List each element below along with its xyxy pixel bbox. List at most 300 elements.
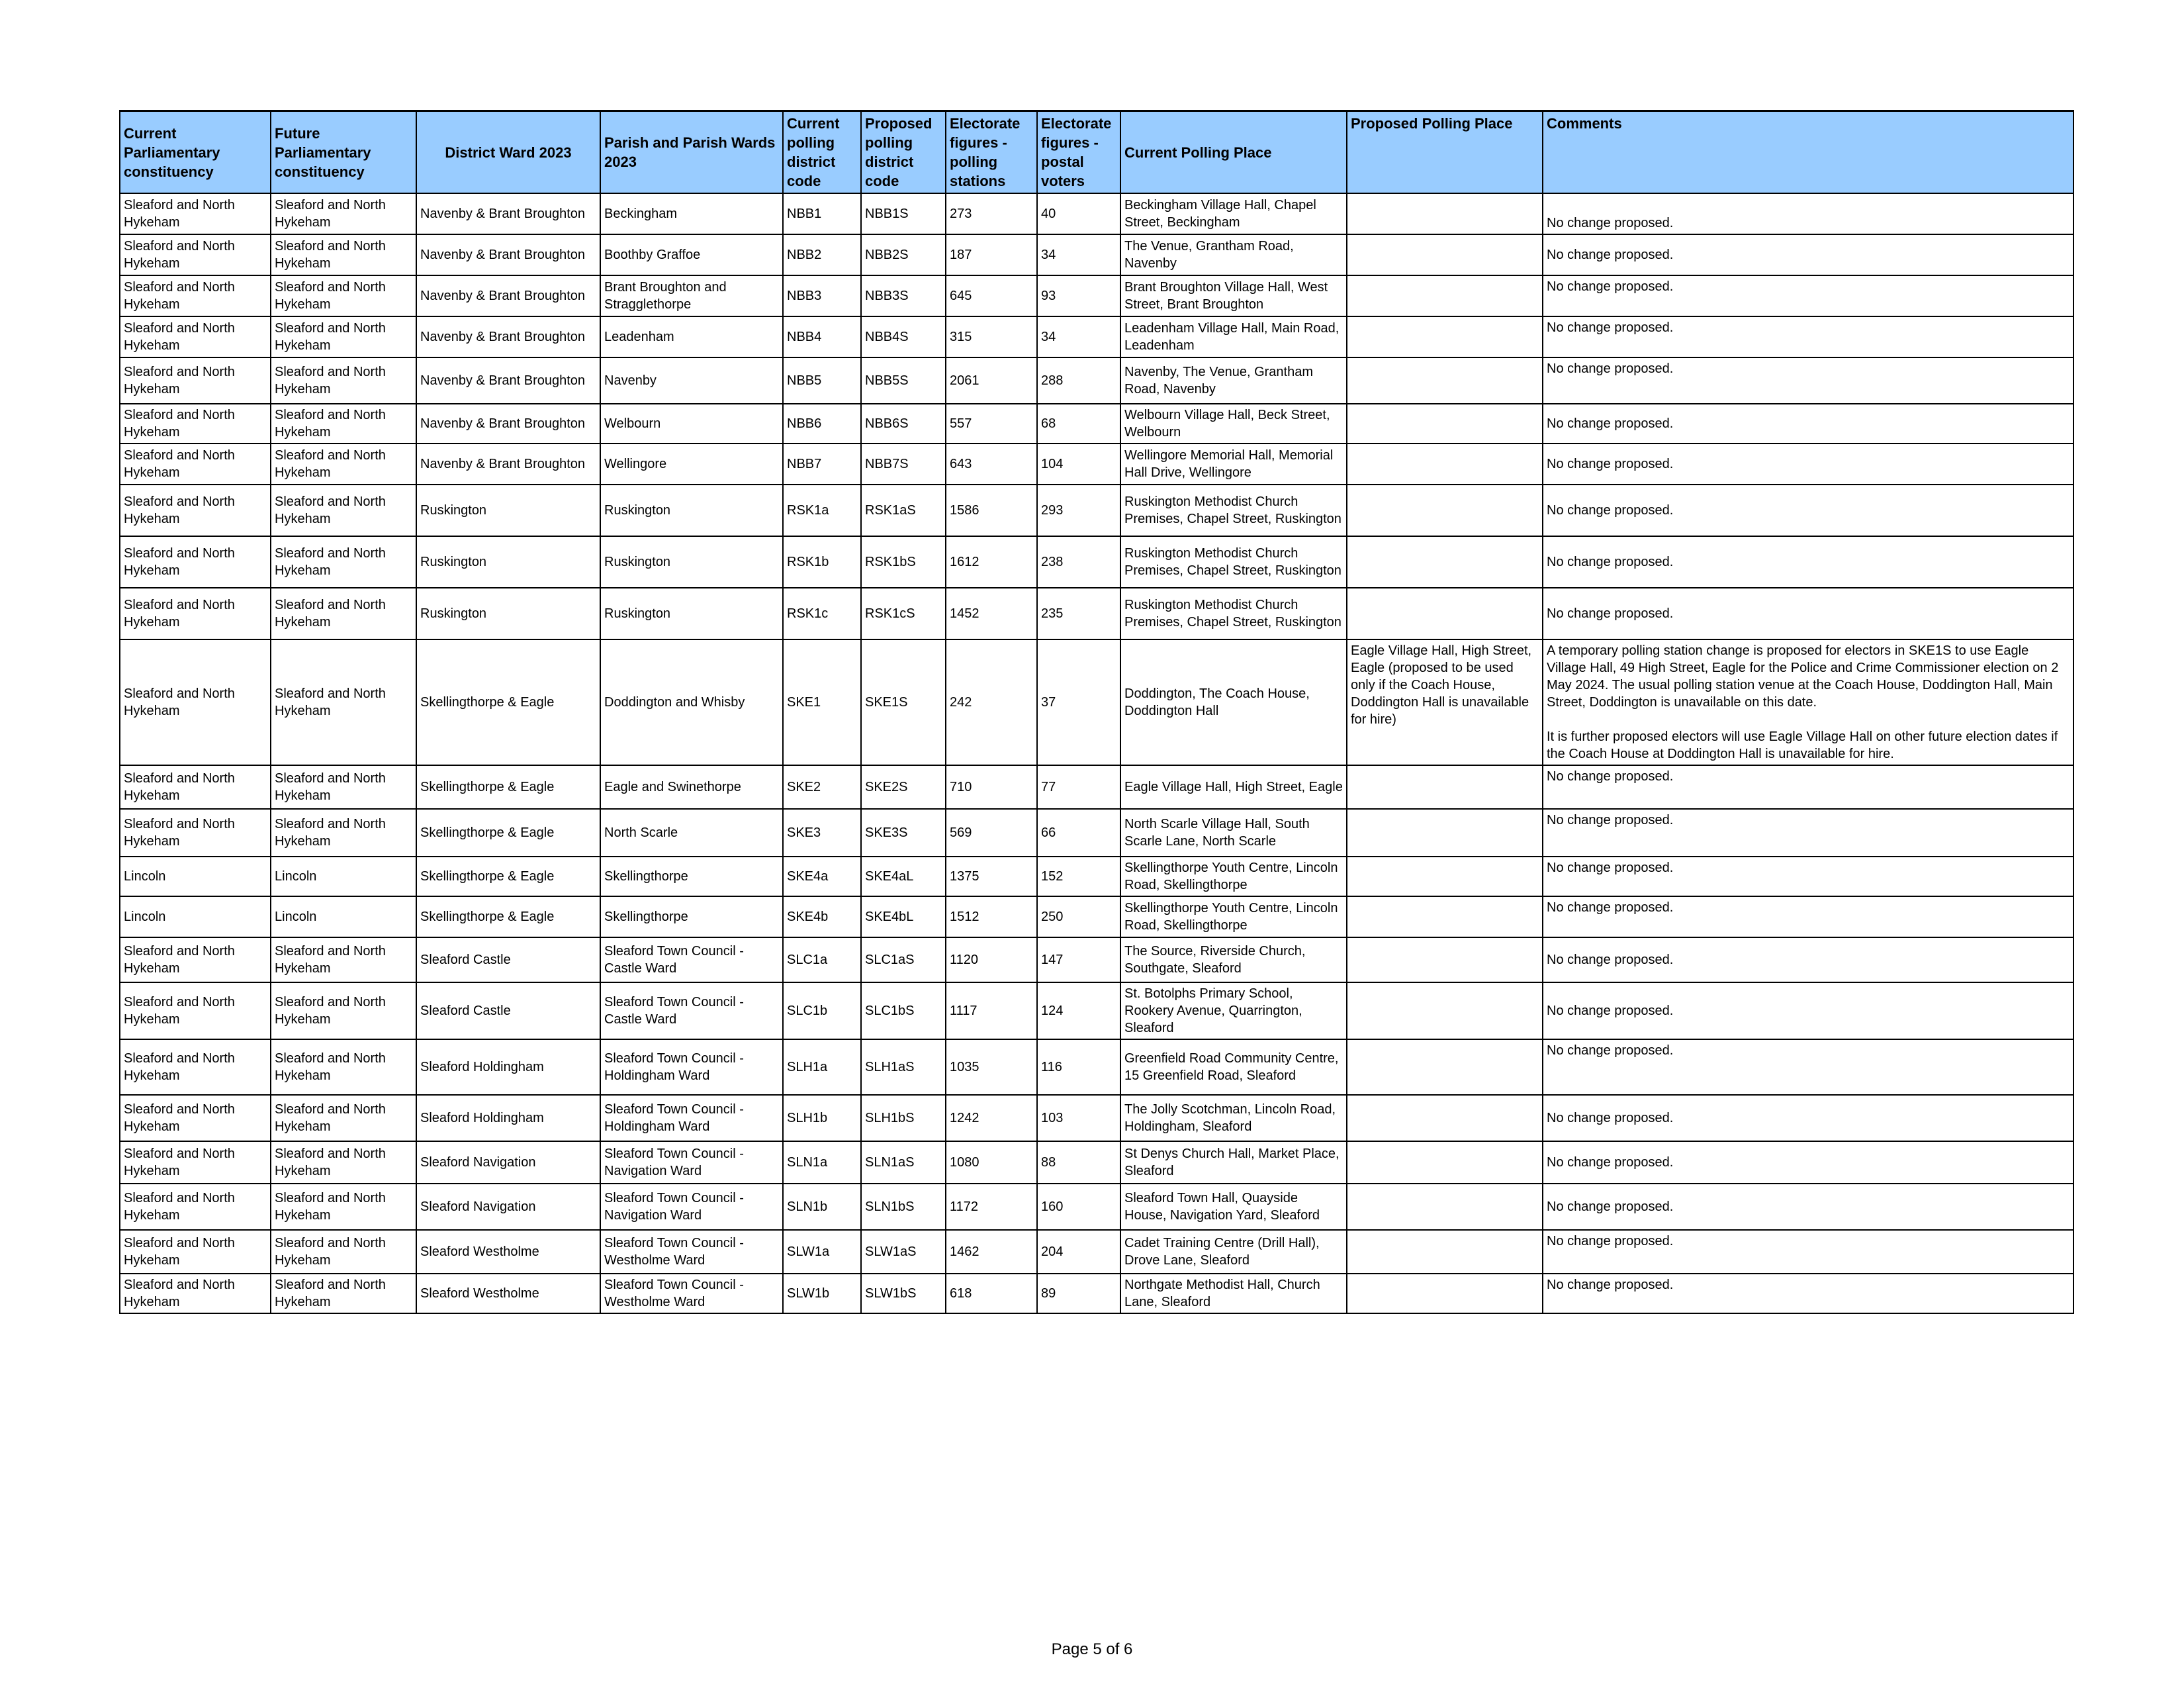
cell-parish: Beckingham — [600, 193, 783, 234]
cell-proposed-polling-place — [1347, 234, 1543, 275]
cell-parish: Sleaford Town Council - Westholme Ward — [600, 1230, 783, 1274]
cell-proposed-polling-place — [1347, 1141, 1543, 1184]
table-row — [120, 1095, 2073, 1141]
cell-future-constituency: Sleaford and North Hykeham — [271, 639, 416, 765]
cell-current-polling-place: Ruskington Methodist Church Premises, Chapel Street, Ruskington — [1120, 588, 1347, 639]
cell-parish: Ruskington — [600, 588, 783, 639]
cell-electorate-stations: 569 — [946, 809, 1037, 857]
cell-current-constituency: Lincoln — [120, 896, 271, 937]
cell-current-polling-place: Leadenham Village Hall, Main Road, Leadenham — [1120, 316, 1347, 357]
cell-district-ward: Navenby & Brant Broughton — [416, 234, 600, 275]
cell-proposed-code: SLC1bS — [861, 982, 946, 1039]
cell-district-ward: Sleaford Westholme — [416, 1274, 600, 1313]
cell-current-code: SKE4b — [783, 896, 861, 937]
cell-proposed-polling-place — [1347, 982, 1543, 1039]
cell-proposed-code: NBB7S — [861, 444, 946, 485]
cell-electorate-postal: 235 — [1037, 588, 1120, 639]
cell-current-polling-place: The Venue, Grantham Road, Navenby — [1120, 234, 1347, 275]
cell-parish: Brant Broughton and Stragglethorpe — [600, 275, 783, 316]
cell-current-constituency: Sleaford and North Hykeham — [120, 275, 271, 316]
table-row — [120, 234, 2073, 275]
cell-district-ward: Navenby & Brant Broughton — [416, 275, 600, 316]
cell-proposed-code: NBB3S — [861, 275, 946, 316]
cell-proposed-code: SLW1bS — [861, 1274, 946, 1313]
cell-current-code: NBB2 — [783, 234, 861, 275]
comment-text: A temporary polling station change is proposed for electors in SKE1S to use Eagle Village Hall, 49 High Street, Eagle for the Police and Crime Commissioner election on 2 May 2024. The usual polling station venue at the Coach House, Doddington Hall, Main Street, Doddington is unavailable on this date. — [1547, 643, 2059, 710]
cell-district-ward: Sleaford Castle — [416, 937, 600, 982]
cell-current-code: SLW1a — [783, 1230, 861, 1274]
comment-text-continued: It is further proposed electors will use Eagle Village Hall on other future election dates if the Coach House at Doddington Hall is unavailable for hire. — [1547, 729, 2058, 761]
cell-comments — [1543, 404, 2073, 444]
table-row — [120, 765, 2073, 809]
cell-current-constituency: Sleaford and North Hykeham — [120, 234, 271, 275]
header-current-code: Current polling district code — [783, 111, 861, 194]
cell-comments — [1543, 1141, 2073, 1184]
cell-current-constituency: Lincoln — [120, 857, 271, 896]
cell-comments — [1543, 275, 2073, 316]
table-row — [120, 1230, 2073, 1274]
polling-districts-table — [119, 110, 2074, 1314]
table-row — [120, 809, 2073, 857]
cell-electorate-postal: 293 — [1037, 485, 1120, 536]
cell-district-ward: Ruskington — [416, 588, 600, 639]
cell-comments — [1543, 536, 2073, 588]
cell-electorate-stations: 1172 — [946, 1184, 1037, 1230]
cell-electorate-postal: 88 — [1037, 1141, 1120, 1184]
cell-current-polling-place: St. Botolphs Primary School, Rookery Avenue, Quarrington, Sleaford — [1120, 982, 1347, 1039]
cell-district-ward: Skellingthorpe & Eagle — [416, 896, 600, 937]
cell-future-constituency: Lincoln — [271, 857, 416, 896]
comment-text: No change proposed. — [1547, 1234, 1674, 1248]
table-row — [120, 444, 2073, 485]
header-current-constituency: Current Parliamentary constituency — [120, 111, 271, 194]
cell-electorate-postal: 250 — [1037, 896, 1120, 937]
cell-current-code: SKE2 — [783, 765, 861, 809]
cell-proposed-code: SLC1aS — [861, 937, 946, 982]
header-electorate-stations: Electorate figures - polling stations — [946, 111, 1037, 194]
cell-current-polling-place: The Jolly Scotchman, Lincoln Road, Holdingham, Sleaford — [1120, 1095, 1347, 1141]
cell-current-code: NBB4 — [783, 316, 861, 357]
cell-district-ward: Skellingthorpe & Eagle — [416, 765, 600, 809]
cell-current-constituency: Sleaford and North Hykeham — [120, 444, 271, 485]
cell-comments — [1543, 1230, 2073, 1274]
header-future-constituency: Future Parliamentary constituency — [271, 111, 416, 194]
cell-future-constituency: Sleaford and North Hykeham — [271, 982, 416, 1039]
cell-district-ward: Sleaford Westholme — [416, 1230, 600, 1274]
cell-electorate-stations: 273 — [946, 193, 1037, 234]
cell-electorate-postal: 66 — [1037, 809, 1120, 857]
cell-electorate-postal: 93 — [1037, 275, 1120, 316]
table-row — [120, 1274, 2073, 1313]
cell-parish: Sleaford Town Council - Castle Ward — [600, 937, 783, 982]
cell-proposed-code: RSK1cS — [861, 588, 946, 639]
cell-current-polling-place: Skellingthorpe Youth Centre, Lincoln Road, Skellingthorpe — [1120, 896, 1347, 937]
table-row — [120, 485, 2073, 536]
cell-proposed-polling-place — [1347, 193, 1543, 234]
cell-parish: Sleaford Town Council - Holdingham Ward — [600, 1095, 783, 1141]
cell-proposed-code: RSK1aS — [861, 485, 946, 536]
cell-electorate-stations: 1612 — [946, 536, 1037, 588]
cell-current-constituency: Sleaford and North Hykeham — [120, 765, 271, 809]
cell-parish: Leadenham — [600, 316, 783, 357]
cell-current-constituency: Sleaford and North Hykeham — [120, 193, 271, 234]
cell-district-ward: Navenby & Brant Broughton — [416, 316, 600, 357]
cell-electorate-postal: 40 — [1037, 193, 1120, 234]
cell-electorate-stations: 242 — [946, 639, 1037, 765]
cell-proposed-code: RSK1bS — [861, 536, 946, 588]
cell-comments — [1543, 444, 2073, 485]
table-row — [120, 404, 2073, 444]
cell-electorate-postal: 77 — [1037, 765, 1120, 809]
comment-text: No change proposed. — [1547, 503, 1674, 518]
table-row — [120, 536, 2073, 588]
cell-current-constituency: Sleaford and North Hykeham — [120, 357, 271, 404]
header-district-ward: District Ward 2023 — [416, 111, 600, 194]
cell-current-polling-place: Welbourn Village Hall, Beck Street, Welbourn — [1120, 404, 1347, 444]
cell-district-ward: Skellingthorpe & Eagle — [416, 857, 600, 896]
cell-current-polling-place: Cadet Training Centre (Drill Hall), Drove Lane, Sleaford — [1120, 1230, 1347, 1274]
table-row — [120, 982, 2073, 1039]
cell-current-code: SKE3 — [783, 809, 861, 857]
comment-text: No change proposed. — [1547, 457, 1674, 471]
cell-proposed-code: SLH1aS — [861, 1039, 946, 1095]
cell-future-constituency: Sleaford and North Hykeham — [271, 1230, 416, 1274]
cell-parish: Welbourn — [600, 404, 783, 444]
cell-comments — [1543, 588, 2073, 639]
cell-current-constituency: Sleaford and North Hykeham — [120, 404, 271, 444]
cell-proposed-polling-place — [1347, 1095, 1543, 1141]
cell-comments — [1543, 234, 2073, 275]
cell-proposed-polling-place: Eagle Village Hall, High Street, Eagle (proposed to be used only if the Coach House, Doddington Hall is unavailable for hire) — [1347, 639, 1543, 765]
comment-text: No change proposed. — [1547, 769, 1674, 784]
comment-text: No change proposed. — [1547, 555, 1674, 569]
cell-district-ward: Sleaford Castle — [416, 982, 600, 1039]
cell-current-polling-place: Greenfield Road Community Centre, 15 Greenfield Road, Sleaford — [1120, 1039, 1347, 1095]
cell-future-constituency: Sleaford and North Hykeham — [271, 1095, 416, 1141]
cell-current-polling-place: The Source, Riverside Church, Southgate, Sleaford — [1120, 937, 1347, 982]
cell-future-constituency: Lincoln — [271, 896, 416, 937]
comment-text: No change proposed. — [1547, 216, 1674, 230]
cell-proposed-polling-place — [1347, 1039, 1543, 1095]
comment-text: No change proposed. — [1547, 416, 1674, 431]
cell-current-polling-place: Wellingore Memorial Hall, Memorial Hall Drive, Wellingore — [1120, 444, 1347, 485]
cell-electorate-stations: 557 — [946, 404, 1037, 444]
table-header — [120, 111, 2073, 194]
cell-future-constituency: Sleaford and North Hykeham — [271, 485, 416, 536]
table-row — [120, 639, 2073, 765]
header-comments: Comments — [1543, 111, 2073, 194]
cell-current-code: RSK1b — [783, 536, 861, 588]
table-row — [120, 1184, 2073, 1230]
cell-parish: Skellingthorpe — [600, 896, 783, 937]
cell-proposed-code: SLH1bS — [861, 1095, 946, 1141]
cell-future-constituency: Sleaford and North Hykeham — [271, 937, 416, 982]
cell-proposed-polling-place — [1347, 1274, 1543, 1313]
cell-electorate-stations: 1512 — [946, 896, 1037, 937]
cell-district-ward: Navenby & Brant Broughton — [416, 444, 600, 485]
cell-electorate-postal: 147 — [1037, 937, 1120, 982]
comment-text: No change proposed. — [1547, 361, 1674, 376]
cell-electorate-stations: 2061 — [946, 357, 1037, 404]
cell-current-polling-place: Doddington, The Coach House, Doddington Hall — [1120, 639, 1347, 765]
cell-current-constituency: Sleaford and North Hykeham — [120, 485, 271, 536]
cell-district-ward: Ruskington — [416, 485, 600, 536]
cell-comments — [1543, 896, 2073, 937]
cell-proposed-code: SKE2S — [861, 765, 946, 809]
cell-current-code: NBB7 — [783, 444, 861, 485]
cell-proposed-polling-place — [1347, 1230, 1543, 1274]
comment-text: No change proposed. — [1547, 813, 1674, 827]
cell-future-constituency: Sleaford and North Hykeham — [271, 1141, 416, 1184]
cell-current-code: NBB3 — [783, 275, 861, 316]
cell-future-constituency: Sleaford and North Hykeham — [271, 1184, 416, 1230]
cell-current-constituency: Sleaford and North Hykeham — [120, 316, 271, 357]
cell-current-constituency: Sleaford and North Hykeham — [120, 639, 271, 765]
cell-electorate-postal: 288 — [1037, 357, 1120, 404]
comment-text: No change proposed. — [1547, 248, 1674, 262]
cell-proposed-code: SKE4bL — [861, 896, 946, 937]
cell-proposed-polling-place — [1347, 357, 1543, 404]
cell-future-constituency: Sleaford and North Hykeham — [271, 275, 416, 316]
cell-proposed-code: NBB6S — [861, 404, 946, 444]
cell-proposed-polling-place — [1347, 809, 1543, 857]
comment-text: No change proposed. — [1547, 900, 1674, 915]
comment-text: No change proposed. — [1547, 606, 1674, 621]
cell-electorate-stations: 645 — [946, 275, 1037, 316]
cell-current-polling-place: Ruskington Methodist Church Premises, Chapel Street, Ruskington — [1120, 485, 1347, 536]
comment-text: No change proposed. — [1547, 861, 1674, 875]
cell-comments — [1543, 1095, 2073, 1141]
table-row — [120, 316, 2073, 357]
table-row — [120, 1039, 2073, 1095]
cell-proposed-polling-place — [1347, 588, 1543, 639]
cell-comments — [1543, 193, 2073, 234]
cell-electorate-stations: 643 — [946, 444, 1037, 485]
cell-parish: Boothby Graffoe — [600, 234, 783, 275]
cell-district-ward: Sleaford Holdingham — [416, 1039, 600, 1095]
cell-electorate-postal: 238 — [1037, 536, 1120, 588]
cell-electorate-postal: 37 — [1037, 639, 1120, 765]
cell-proposed-code: NBB5S — [861, 357, 946, 404]
cell-current-code: SLH1b — [783, 1095, 861, 1141]
cell-comments — [1543, 1039, 2073, 1095]
cell-electorate-postal: 152 — [1037, 857, 1120, 896]
cell-current-polling-place: Ruskington Methodist Church Premises, Chapel Street, Ruskington — [1120, 536, 1347, 588]
cell-proposed-code: NBB2S — [861, 234, 946, 275]
cell-electorate-stations: 1462 — [946, 1230, 1037, 1274]
cell-proposed-code: SKE4aL — [861, 857, 946, 896]
cell-current-code: SLH1a — [783, 1039, 861, 1095]
cell-electorate-postal: 89 — [1037, 1274, 1120, 1313]
cell-proposed-code: NBB4S — [861, 316, 946, 357]
cell-electorate-stations: 187 — [946, 234, 1037, 275]
comment-text: No change proposed. — [1547, 953, 1674, 967]
cell-future-constituency: Sleaford and North Hykeham — [271, 1274, 416, 1313]
cell-electorate-postal: 124 — [1037, 982, 1120, 1039]
cell-comments — [1543, 485, 2073, 536]
cell-parish: Skellingthorpe — [600, 857, 783, 896]
cell-parish: Sleaford Town Council - Holdingham Ward — [600, 1039, 783, 1095]
cell-parish: Ruskington — [600, 536, 783, 588]
cell-electorate-postal: 103 — [1037, 1095, 1120, 1141]
cell-current-code: SLC1b — [783, 982, 861, 1039]
cell-current-constituency: Sleaford and North Hykeham — [120, 1095, 271, 1141]
cell-electorate-stations: 1452 — [946, 588, 1037, 639]
cell-electorate-stations: 1242 — [946, 1095, 1037, 1141]
cell-proposed-polling-place — [1347, 275, 1543, 316]
cell-comments — [1543, 357, 2073, 404]
table-row — [120, 857, 2073, 896]
comment-text: No change proposed. — [1547, 1155, 1674, 1170]
comment-text: No change proposed. — [1547, 1111, 1674, 1125]
cell-current-code: SLN1b — [783, 1184, 861, 1230]
cell-current-polling-place: Eagle Village Hall, High Street, Eagle — [1120, 765, 1347, 809]
header-electorate-postal: Electorate figures - postal voters — [1037, 111, 1120, 194]
cell-current-code: RSK1a — [783, 485, 861, 536]
cell-comments — [1543, 982, 2073, 1039]
cell-electorate-stations: 1035 — [946, 1039, 1037, 1095]
cell-future-constituency: Sleaford and North Hykeham — [271, 357, 416, 404]
cell-electorate-postal: 34 — [1037, 234, 1120, 275]
cell-parish: Sleaford Town Council - Castle Ward — [600, 982, 783, 1039]
cell-current-constituency: Sleaford and North Hykeham — [120, 1184, 271, 1230]
cell-comments — [1543, 639, 2073, 765]
header-current-polling-place: Current Polling Place — [1120, 111, 1347, 194]
cell-proposed-code: SKE3S — [861, 809, 946, 857]
cell-future-constituency: Sleaford and North Hykeham — [271, 765, 416, 809]
table-row — [120, 193, 2073, 234]
cell-current-code: SLC1a — [783, 937, 861, 982]
cell-parish: North Scarle — [600, 809, 783, 857]
cell-current-constituency: Sleaford and North Hykeham — [120, 1274, 271, 1313]
cell-parish: Wellingore — [600, 444, 783, 485]
cell-current-polling-place: Sleaford Town Hall, Quayside House, Navigation Yard, Sleaford — [1120, 1184, 1347, 1230]
cell-parish: Navenby — [600, 357, 783, 404]
cell-comments — [1543, 316, 2073, 357]
cell-comments — [1543, 1184, 2073, 1230]
cell-district-ward: Skellingthorpe & Eagle — [416, 639, 600, 765]
cell-current-constituency: Sleaford and North Hykeham — [120, 588, 271, 639]
table-row — [120, 357, 2073, 404]
table-row — [120, 1141, 2073, 1184]
cell-district-ward: Navenby & Brant Broughton — [416, 193, 600, 234]
cell-current-code: SLN1a — [783, 1141, 861, 1184]
cell-proposed-polling-place — [1347, 536, 1543, 588]
comment-text: No change proposed. — [1547, 1278, 1674, 1292]
cell-parish: Doddington and Whisby — [600, 639, 783, 765]
cell-parish: Sleaford Town Council - Westholme Ward — [600, 1274, 783, 1313]
cell-current-polling-place: Skellingthorpe Youth Centre, Lincoln Road, Skellingthorpe — [1120, 857, 1347, 896]
page-number: Page 5 of 6 — [1051, 1640, 1133, 1658]
cell-current-code: SKE1 — [783, 639, 861, 765]
cell-proposed-polling-place — [1347, 896, 1543, 937]
cell-electorate-stations: 1375 — [946, 857, 1037, 896]
cell-current-constituency: Sleaford and North Hykeham — [120, 809, 271, 857]
cell-electorate-stations: 1586 — [946, 485, 1037, 536]
cell-future-constituency: Sleaford and North Hykeham — [271, 536, 416, 588]
header-proposed-polling-place: Proposed Polling Place — [1347, 111, 1543, 194]
comment-text: No change proposed. — [1547, 1199, 1674, 1214]
cell-proposed-code: SLW1aS — [861, 1230, 946, 1274]
cell-electorate-stations: 618 — [946, 1274, 1037, 1313]
cell-district-ward: Navenby & Brant Broughton — [416, 404, 600, 444]
cell-proposed-polling-place — [1347, 1184, 1543, 1230]
cell-future-constituency: Sleaford and North Hykeham — [271, 404, 416, 444]
cell-current-constituency: Sleaford and North Hykeham — [120, 1039, 271, 1095]
cell-proposed-polling-place — [1347, 316, 1543, 357]
cell-electorate-postal: 116 — [1037, 1039, 1120, 1095]
cell-future-constituency: Sleaford and North Hykeham — [271, 316, 416, 357]
cell-current-constituency: Sleaford and North Hykeham — [120, 982, 271, 1039]
comment-text: No change proposed. — [1547, 1043, 1674, 1058]
cell-parish: Ruskington — [600, 485, 783, 536]
cell-current-code: NBB5 — [783, 357, 861, 404]
cell-comments — [1543, 937, 2073, 982]
cell-proposed-polling-place — [1347, 937, 1543, 982]
cell-proposed-polling-place — [1347, 404, 1543, 444]
cell-current-polling-place: Northgate Methodist Hall, Church Lane, Sleaford — [1120, 1274, 1347, 1313]
cell-parish: Sleaford Town Council - Navigation Ward — [600, 1184, 783, 1230]
table-row — [120, 937, 2073, 982]
cell-current-constituency: Sleaford and North Hykeham — [120, 536, 271, 588]
cell-current-code: SLW1b — [783, 1274, 861, 1313]
cell-electorate-stations: 710 — [946, 765, 1037, 809]
header-row — [120, 111, 2073, 194]
cell-current-constituency: Sleaford and North Hykeham — [120, 1141, 271, 1184]
cell-current-code: SKE4a — [783, 857, 861, 896]
cell-comments — [1543, 809, 2073, 857]
cell-current-constituency: Sleaford and North Hykeham — [120, 1230, 271, 1274]
cell-electorate-postal: 104 — [1037, 444, 1120, 485]
table-row — [120, 588, 2073, 639]
cell-parish: Eagle and Swinethorpe — [600, 765, 783, 809]
cell-electorate-stations: 1117 — [946, 982, 1037, 1039]
cell-district-ward: Sleaford Holdingham — [416, 1095, 600, 1141]
cell-proposed-polling-place — [1347, 444, 1543, 485]
table-row — [120, 275, 2073, 316]
cell-district-ward: Sleaford Navigation — [416, 1141, 600, 1184]
cell-future-constituency: Sleaford and North Hykeham — [271, 1039, 416, 1095]
cell-proposed-code: NBB1S — [861, 193, 946, 234]
comment-text: No change proposed. — [1547, 320, 1674, 335]
cell-proposed-code: SLN1bS — [861, 1184, 946, 1230]
comment-text: No change proposed. — [1547, 279, 1674, 294]
header-proposed-code: Proposed polling district code — [861, 111, 946, 194]
cell-current-code: NBB1 — [783, 193, 861, 234]
cell-comments — [1543, 857, 2073, 896]
cell-district-ward: Ruskington — [416, 536, 600, 588]
cell-current-constituency: Sleaford and North Hykeham — [120, 937, 271, 982]
cell-comments — [1543, 765, 2073, 809]
cell-proposed-code: SLN1aS — [861, 1141, 946, 1184]
cell-electorate-stations: 315 — [946, 316, 1037, 357]
cell-future-constituency: Sleaford and North Hykeham — [271, 809, 416, 857]
cell-district-ward: Skellingthorpe & Eagle — [416, 809, 600, 857]
cell-district-ward: Navenby & Brant Broughton — [416, 357, 600, 404]
cell-future-constituency: Sleaford and North Hykeham — [271, 444, 416, 485]
cell-proposed-code: SKE1S — [861, 639, 946, 765]
cell-current-polling-place: Beckingham Village Hall, Chapel Street, Beckingham — [1120, 193, 1347, 234]
cell-district-ward: Sleaford Navigation — [416, 1184, 600, 1230]
header-parish-wards: Parish and Parish Wards 2023 — [600, 111, 783, 194]
cell-current-polling-place: Navenby, The Venue, Grantham Road, Navenby — [1120, 357, 1347, 404]
cell-current-polling-place: Brant Broughton Village Hall, West Street, Brant Broughton — [1120, 275, 1347, 316]
cell-current-polling-place: North Scarle Village Hall, South Scarle Lane, North Scarle — [1120, 809, 1347, 857]
cell-electorate-postal: 68 — [1037, 404, 1120, 444]
cell-parish: Sleaford Town Council - Navigation Ward — [600, 1141, 783, 1184]
cell-proposed-polling-place — [1347, 857, 1543, 896]
cell-proposed-polling-place — [1347, 485, 1543, 536]
